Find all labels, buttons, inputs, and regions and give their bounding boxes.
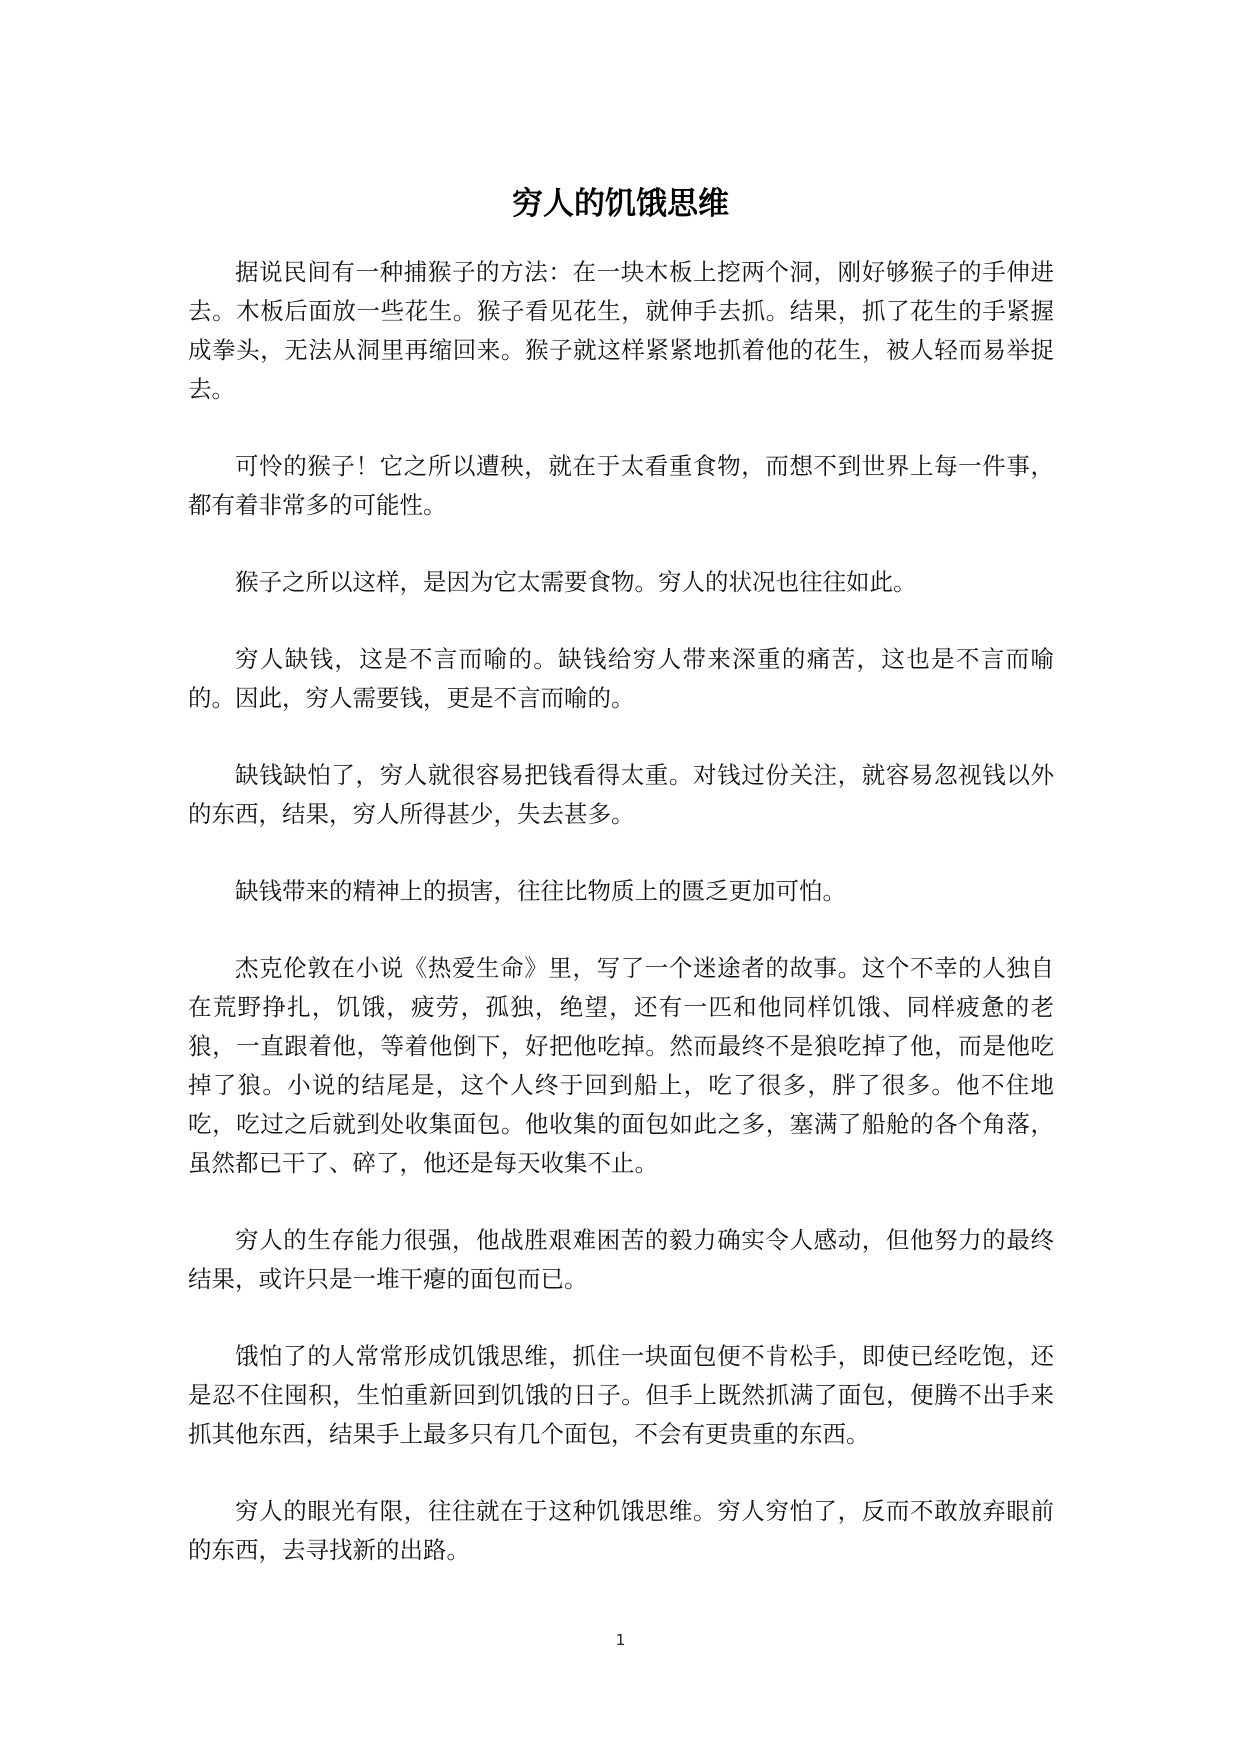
page-number: 1 <box>615 1631 626 1649</box>
paragraph-1: 据说民间有一种捕猴子的方法：在一块木板上挖两个洞，刚好够猴子的手伸进去。木板后面放一些花生。猴子看见花生，就伸手去抓。结果，抓了花生的手紧握成拳头，无法从洞里再缩回来。猴子就这样紧紧地抓着他的花生，被人轻而易举捉去。 <box>188 258 1054 403</box>
paragraph-5: 缺钱缺怕了，穷人就很容易把钱看得太重。对钱过份关注，就容易忽视钱以外的东西，结果，穷人所得甚少，失去甚多。 <box>188 761 1054 828</box>
paragraph-4: 穷人缺钱，这是不言而喻的。缺钱给穷人带来深重的痛苦，这也是不言而喻的。因此，穷人需要钱，更是不言而喻的。 <box>188 645 1054 712</box>
paragraph-3: 猴子之所以这样，是因为它太需要食物。穷人的状况也往往如此。 <box>235 568 917 596</box>
paragraph-10: 穷人的眼光有限，往往就在于这种饥饿思维。穷人穷怕了，反而不敢放弃眼前的东西，去寻找新的出路。 <box>188 1497 1054 1564</box>
document-title: 穷人的饥饿思维 <box>512 185 729 222</box>
document-body <box>188 253 1054 1608</box>
paragraph-7: 杰克伦敦在小说《热爱生命》里，写了一个迷途者的故事。这个不幸的人独自在荒野挣扎，饥饿，疲劳，孤独，绝望，还有一匹和他同样饥饿、同样疲惫的老狼，一直跟着他，等着他倒下，好把他吃掉。然而最终不是狼吃掉了他，而是他吃掉了狼。小说的结尾是，这个人终于回到船上，吃了很多，胖了很多。他不住地吃，吃过之后就到处收集面包。他收集的面包如此之多，塞满了船舱的各个角落，虽然都已干了、碎了，他还是每天收集不止。 <box>188 954 1054 1177</box>
paragraph-2: 可怜的猴子！它之所以遭秧，就在于太看重食物，而想不到世界上每一件事，都有着非常多的可能性。 <box>188 452 1054 519</box>
paragraph-9: 饿怕了的人常常形成饥饿思维，抓住一块面包便不肯松手，即使已经吃饱，还是忍不住囤积，生怕重新回到饥饿的日子。但手上既然抓满了面包，便腾不出手来抓其他东西，结果手上最多只有几个面包，不会有更贵重的东西。 <box>188 1342 1054 1448</box>
paragraph-8: 穷人的生存能力很强，他战胜艰难困苦的毅力确实令人感动，但他努力的最终结果，或许只是一堆干瘪的面包而已。 <box>188 1226 1054 1293</box>
paragraph-6: 缺钱带来的精神上的损害，往往比物质上的匮乏更加可怕。 <box>235 877 846 905</box>
